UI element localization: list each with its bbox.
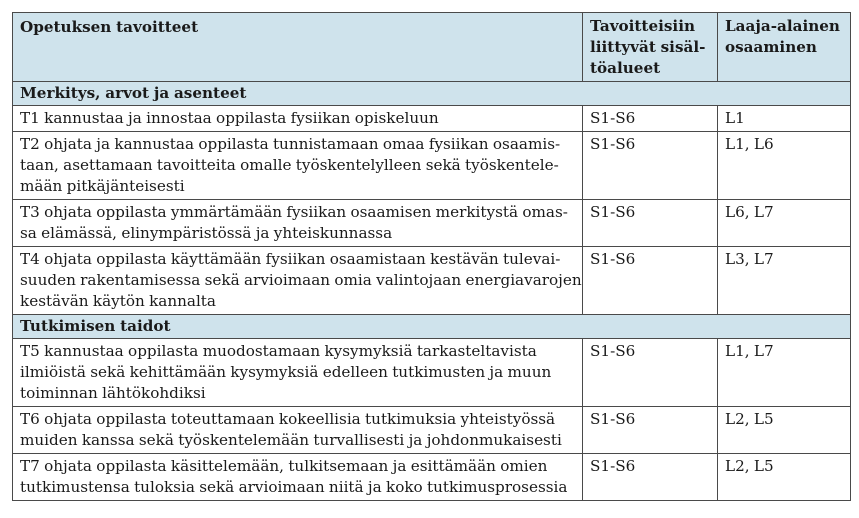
content-cell: S1-S6	[583, 200, 718, 247]
objective-line: tutkimustensa tuloksia sekä arvioimaan niitä ja koko tutkimusprosessia	[20, 478, 568, 496]
header-objectives: Opetuksen tavoitteet	[13, 13, 583, 82]
objective-line: T7 ohjata oppilasta käsittelemään, tulkitsemaan ja esittämään omien	[20, 457, 548, 475]
header-competence-line: Laaja-alainen	[725, 17, 840, 35]
competence-cell: L1, L6	[718, 132, 851, 200]
table-row	[13, 454, 851, 501]
objective-line: ilmiöistä sekä kehittämään kysymyksiä edelleen tutkimusten ja muun	[20, 363, 552, 381]
competence-cell: L2, L5	[718, 454, 851, 501]
objective-line: sa elämässä, elinympäristössä ja yhteiskunnassa	[20, 224, 393, 242]
objective-cell	[13, 200, 583, 247]
competence-cell: L1	[718, 106, 851, 132]
objective-line: T1 kannustaa ja innostaa oppilasta fysiikan opiskeluun	[20, 109, 439, 127]
content-cell: S1-S6	[583, 407, 718, 454]
objective-line: taan, asettamaan tavoitteita omalle työskentelylleen sekä työskentele-	[20, 156, 559, 174]
section-row	[13, 315, 851, 339]
table-row	[13, 247, 851, 315]
objective-line: muiden kanssa sekä työskentelemään turvallisesti ja johdonmukaisesti	[20, 431, 562, 449]
competence-cell: L2, L5	[718, 407, 851, 454]
section-title: Merkitys, arvot ja asenteet	[13, 82, 851, 106]
objective-line: mään pitkäjänteisesti	[20, 177, 185, 195]
table-row	[13, 407, 851, 454]
objectives-table	[12, 12, 851, 501]
competence-cell: L1, L7	[718, 339, 851, 407]
objective-line: suuden rakentamisessa sekä arvioimaan omia valintojaan energiavarojen	[20, 271, 582, 289]
objective-cell	[13, 132, 583, 200]
objective-line: T5 kannustaa oppilasta muodostamaan kysymyksiä tarkasteltavista	[20, 342, 537, 360]
content-cell: S1-S6	[583, 106, 718, 132]
objective-line: T3 ohjata oppilasta ymmärtämään fysiikan osaamisen merkitystä omas-	[20, 203, 568, 221]
header-competence-line: osaaminen	[725, 38, 817, 56]
content-cell: S1-S6	[583, 132, 718, 200]
objective-line: T4 ohjata oppilasta käyttämään fysiikan osaamistaan kestävän tulevai-	[20, 250, 561, 268]
table-row	[13, 200, 851, 247]
header-content-line: liittyvät sisäl-	[590, 38, 706, 56]
header-row	[13, 13, 851, 82]
objective-cell	[13, 454, 583, 501]
content-cell: S1-S6	[583, 339, 718, 407]
table-row	[13, 339, 851, 407]
objective-cell	[13, 407, 583, 454]
objective-line: T6 ohjata oppilasta toteuttamaan kokeellisia tutkimuksia yhteistyössä	[20, 410, 556, 428]
section-title: Tutkimisen taidot	[13, 315, 851, 339]
table-row	[13, 106, 851, 132]
header-content-areas	[583, 13, 718, 82]
header-content-line: Tavoitteisiin	[590, 17, 696, 35]
section-row	[13, 82, 851, 106]
table-row	[13, 132, 851, 200]
objective-cell	[13, 339, 583, 407]
objective-line: toiminnan lähtökohdiksi	[20, 384, 206, 402]
objective-cell	[13, 247, 583, 315]
competence-cell: L6, L7	[718, 200, 851, 247]
objective-line: kestävän käytön kannalta	[20, 292, 216, 310]
content-cell: S1-S6	[583, 454, 718, 501]
objective-line: T2 ohjata ja kannustaa oppilasta tunnistamaan omaa fysiikan osaamis-	[20, 135, 561, 153]
header-content-line: töalueet	[590, 59, 661, 77]
competence-cell: L3, L7	[718, 247, 851, 315]
content-cell: S1-S6	[583, 247, 718, 315]
header-competence	[718, 13, 851, 82]
objective-cell	[13, 106, 583, 132]
